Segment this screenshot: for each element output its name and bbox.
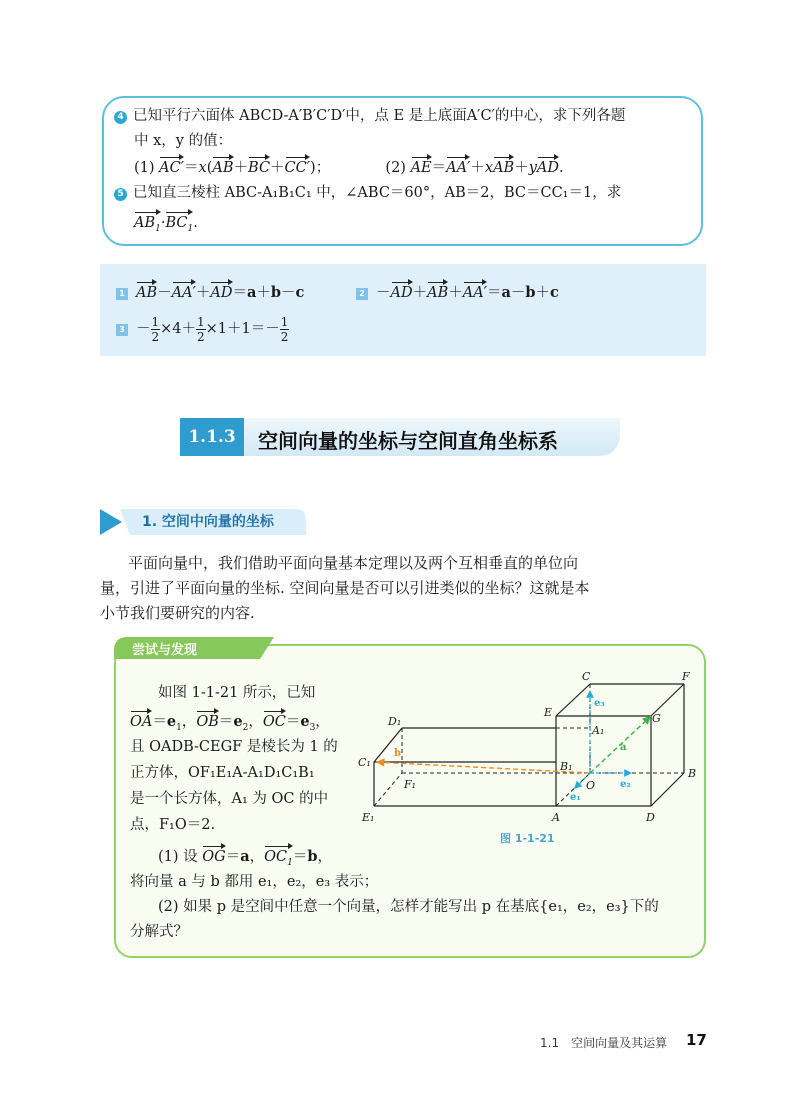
label-A1: A₁	[592, 724, 605, 737]
label-F: F	[682, 670, 690, 683]
try-line-8: 将向量 a 与 b 都用 e₁，e₂，e₃ 表示；	[130, 874, 379, 890]
try-line-5: 是一个长方体，A₁ 为 OC 的中	[130, 791, 329, 807]
label-E: E	[544, 706, 553, 719]
label-b: b	[394, 748, 401, 759]
try-line-3: 且 OADB-CEGF 是棱长为 1 的	[130, 739, 338, 755]
intro-line-3: 小节我们要研究的内容.	[100, 604, 255, 622]
answer-1: 1 AB－AA′＋AD＝a＋b－c	[116, 281, 304, 303]
label-C1: C₁	[358, 756, 371, 769]
try-and-discover-label: 尝试与发现	[132, 643, 198, 658]
exercise-4-number: 4	[114, 111, 127, 124]
label-O: O	[586, 779, 596, 792]
label-C: C	[582, 670, 591, 683]
try-line-7: (1) 设 OG＝a，$OC_1=b$，	[158, 845, 332, 873]
try-line-9: (2) 如果 p 是空间中任意一个向量，怎样才能写出 p 在基底{e₁，e₂，e₃}下的	[158, 899, 659, 915]
try-line-1: 如图 1-1-21 所示，已知	[158, 685, 316, 701]
figure-1-1-21	[350, 665, 700, 830]
answer-2: 2 －AD＋AB＋AA′＝a－b＋c	[356, 281, 559, 303]
try-line-10: 分解式？	[130, 924, 188, 940]
try-line-2: $OA=e_1$，$OB=e_2$，$OC=e_3$，	[130, 710, 330, 738]
label-F1: F₁	[404, 778, 417, 791]
label-B1: B₁	[560, 760, 573, 773]
section-number: 1.1.3	[180, 418, 244, 456]
label-A: A	[552, 811, 560, 824]
label-D: D	[646, 811, 655, 824]
footer-chapter-text: 1.1 空间向量及其运算	[540, 1036, 668, 1050]
label-G: G	[652, 712, 661, 725]
label-a: a	[620, 742, 627, 753]
subsection-title: 1. 空间中向量的坐标	[142, 514, 274, 530]
exercise-5-line-2: $AB_1\cdot BC_1$.	[134, 211, 198, 239]
label-e3: e₃	[594, 698, 605, 709]
section-title: 空间向量的坐标与空间直角坐标系	[258, 429, 558, 453]
label-D1: D₁	[388, 715, 402, 728]
exercise-4-part-1: (1) AC′＝x(AB＋BC＋CC′)； (2) AE＝AA′＋xAB＋yAD.	[134, 156, 564, 178]
label-B: B	[688, 767, 697, 780]
intro-line-2: 量，引进了平面向量的坐标. 空间向量是否可以引进类似的坐标？这就是本	[100, 579, 590, 597]
exercise-5-number: 5	[114, 188, 127, 201]
intro-line-1: 平面向量中，我们借助平面向量基本定理以及两个互相垂直的单位向	[128, 554, 579, 572]
page-number: 17	[686, 1031, 707, 1049]
exercise-4-line-1: 4 已知平行六面体 ABCD-A′B′C′D′中，点 E 是上底面A′C′的中心，求下列各题	[114, 106, 625, 126]
try-line-6: 点，F₁O＝2.	[130, 817, 216, 833]
figure-caption: 图 1-1-21	[500, 832, 555, 845]
label-e2: e₂	[620, 779, 631, 790]
exercise-4-line-2: 中 x，y 的值：	[134, 133, 233, 149]
try-line-4: 正方体，OF₁E₁A-A₁D₁C₁B₁	[130, 765, 315, 781]
answer-3: 3 － $\frac{1}{2}$ ×4＋ $\frac{1}{2}$ ×1＋1＝－ $\frac{1}{2}$	[116, 314, 289, 344]
vector-b	[376, 762, 590, 773]
figure-edges	[374, 684, 684, 806]
label-E1: E₁	[362, 811, 375, 824]
label-e1: e₁	[570, 792, 581, 803]
figure-hidden-edges	[374, 684, 684, 806]
exercise-5-line-1: 5 已知直三棱柱 ABC-A₁B₁C₁ 中，∠ABC＝60°，AB＝2，BC＝CC₁＝1，求	[114, 183, 621, 203]
